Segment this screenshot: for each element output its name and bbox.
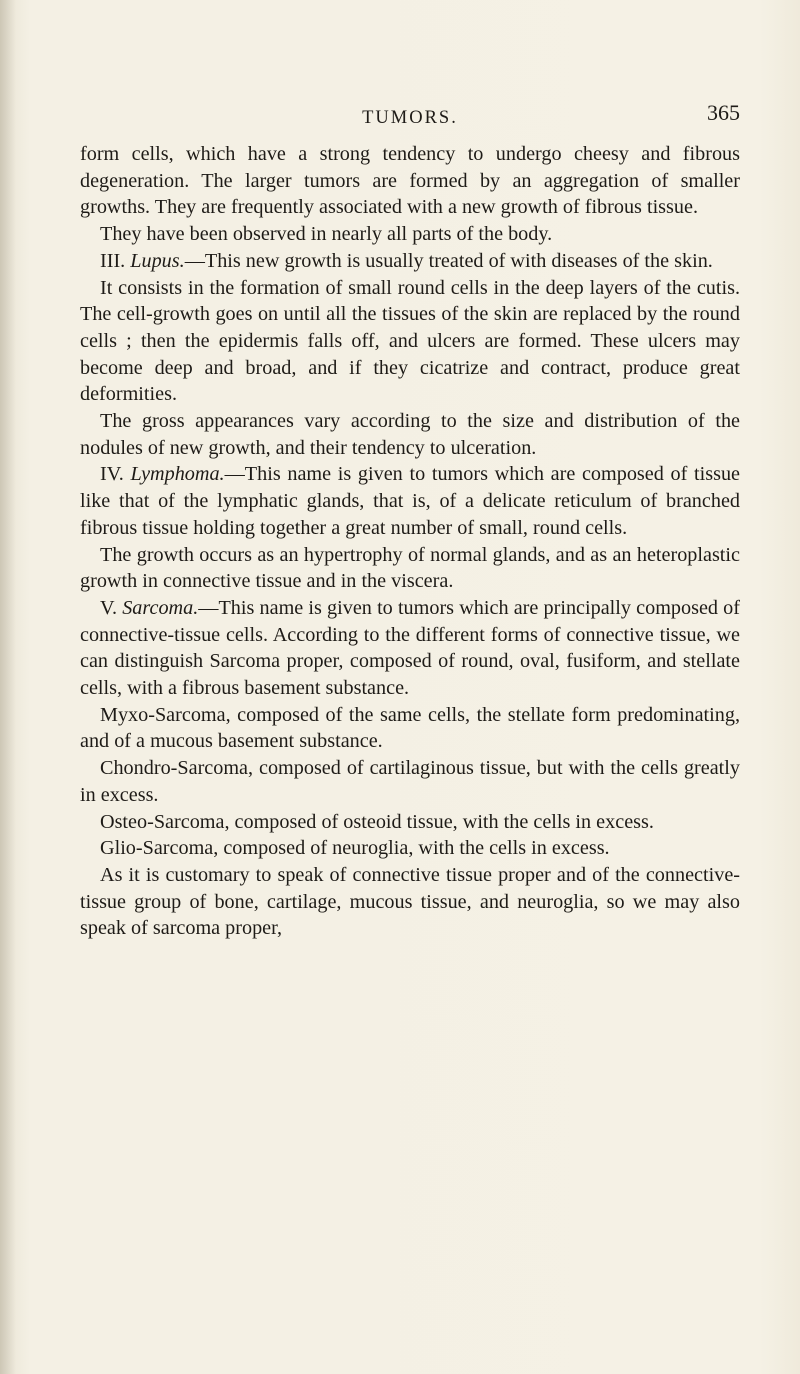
paragraph: The growth occurs as an hypertrophy of normal glands, and as an heteroplastic growth in connective tissue and in the viscera. [80, 543, 740, 593]
page-header [80, 100, 740, 132]
body-text [80, 141, 740, 942]
paragraph-lymphoma: IV. Lymphoma.—This name is given to tumors which are composed of tissue like that of the lymphatic glands, that is, of a delicate reticulum of branched fibrous tissue holding together a great number of small, round cells. [80, 463, 740, 539]
paragraph-sarcoma: V. Sarcoma.—This name is given to tumors which are principally composed of connective-tissue cells. According to the different forms of connective tissue, we can distinguish Sarcoma proper, composed of round, oval, fusiform, and stellate cells, with a fibrous basement substance. [80, 596, 740, 700]
paragraph: Osteo-Sarcoma, composed of osteoid tissue, with the cells in excess. [100, 810, 654, 833]
paragraph: As it is customary to speak of connective tissue proper and of the connective-tissue group of bone, cartilage, mucous tissue, and neuroglia, so we may also speak of sarcoma proper, [80, 863, 740, 940]
section-title: Lymphoma. [130, 463, 225, 486]
running-head: TUMORS. [362, 108, 458, 128]
section-title: Lupus. [130, 249, 185, 272]
paragraph-lupus: III. Lupus.—This new growth is usually treated of with diseases of the skin. [100, 249, 713, 272]
paragraph: They have been observed in nearly all parts of the body. [100, 223, 553, 246]
paragraph: form cells, which have a strong tendency to undergo cheesy and fibrous degeneration. The larger tumors are formed by an aggregation of smaller growths. They are frequently associated with a new growth of fibrous tissue. [80, 143, 740, 219]
section-number: III. [100, 249, 131, 272]
paragraph: It consists in the formation of small round cells in the deep layers of the cutis. The cell-growth goes on until all the tissues of the skin are replaced by the round cells ; then the epidermis falls off, and ulcers are formed. These ulcers may become deep and broad, and if they cicatrize and contract, produce great deformities. [80, 276, 740, 406]
paragraph: Glio-Sarcoma, composed of neuroglia, with the cells in excess. [100, 837, 610, 860]
section-number: V. [100, 596, 123, 619]
page-number: 365 [707, 100, 740, 125]
section-title: Sarcoma. [122, 596, 199, 619]
paragraph: Chondro-Sarcoma, composed of cartilaginous tissue, but with the cells greatly in excess. [80, 757, 740, 806]
spine-shadow [0, 0, 16, 1374]
paragraph: Myxo-Sarcoma, composed of the same cells, the stellate form predominating, and of a mucous basement substance. [80, 703, 740, 753]
paragraph: The gross appearances vary according to the size and distribution of the nodules of new growth, and their tendency to ulceration. [80, 410, 740, 459]
section-number: IV. [100, 463, 131, 486]
